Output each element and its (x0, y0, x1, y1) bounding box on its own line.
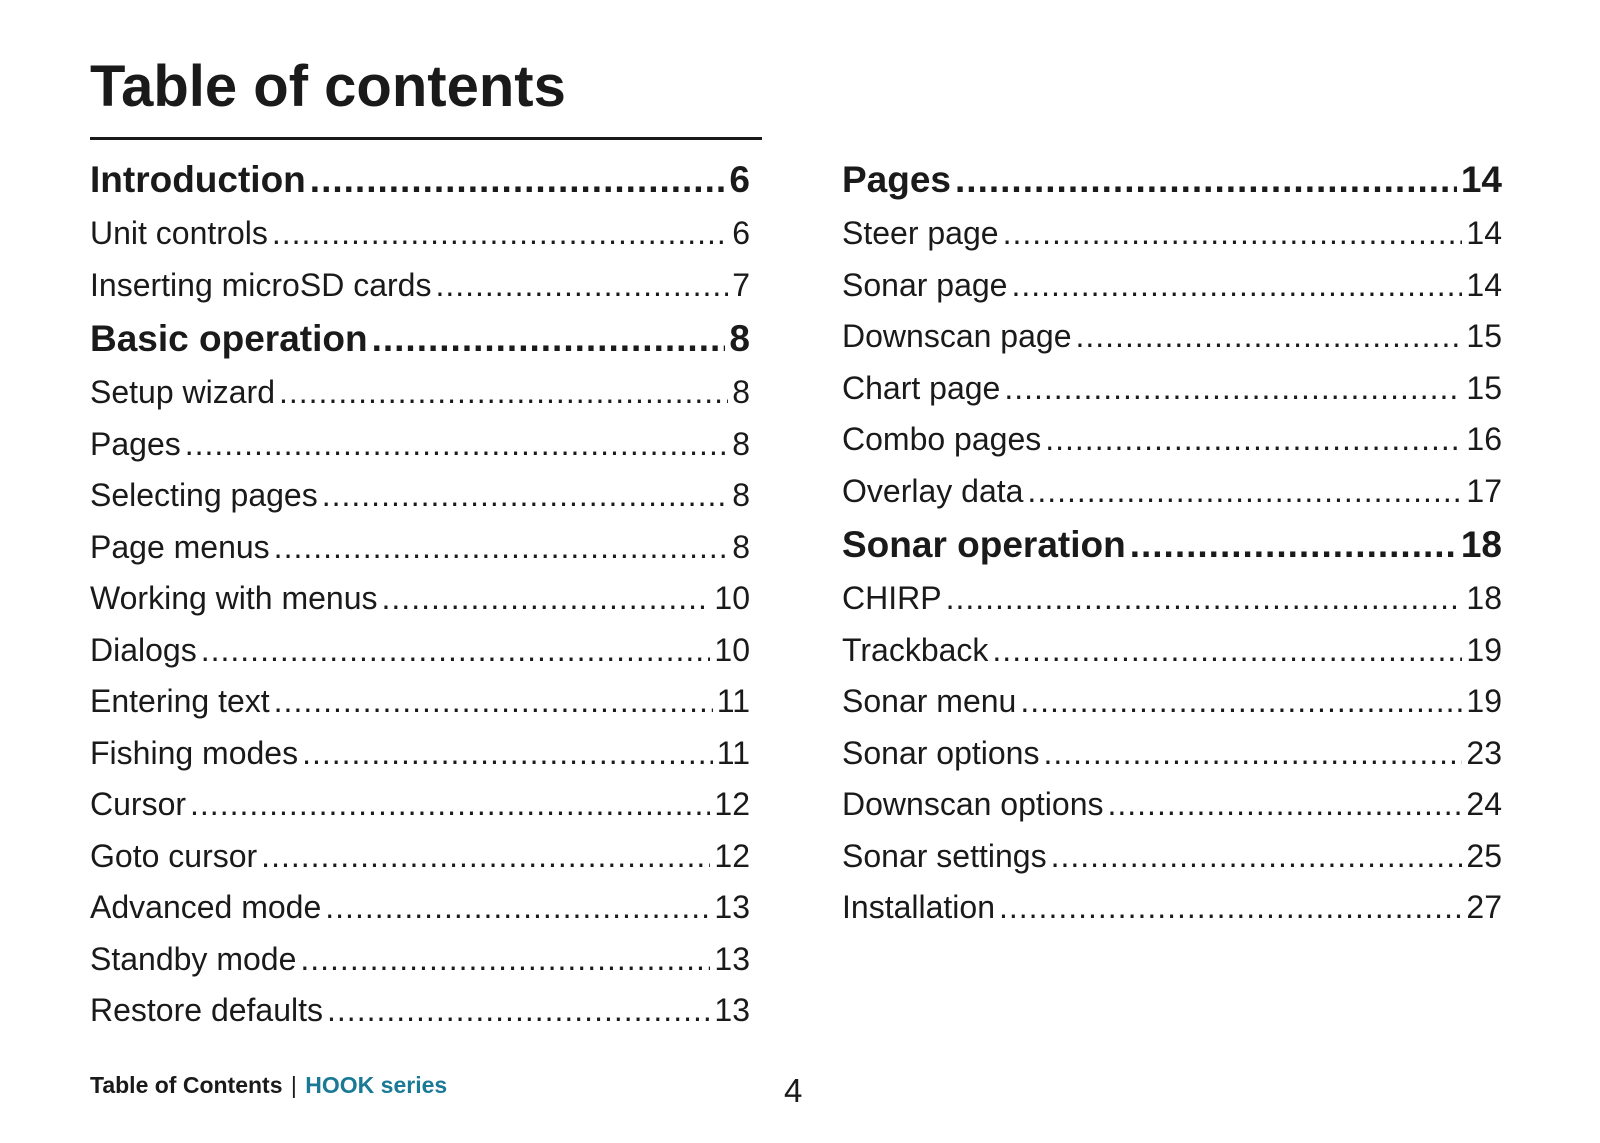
toc-entry-page: 12 (714, 786, 750, 822)
toc-entry-title: Page menus (90, 528, 270, 565)
toc-dot-leader (300, 934, 710, 986)
toc-item-entry[interactable] (842, 779, 1502, 831)
toc-entry-page: 8 (732, 374, 750, 410)
toc-entry-page: 14 (1466, 215, 1502, 251)
toc-item-entry[interactable] (842, 882, 1502, 934)
title-divider (90, 137, 762, 140)
toc-entry-title: Downscan page (842, 318, 1072, 354)
toc-item-entry[interactable] (842, 466, 1502, 518)
toc-entry-page: 8 (732, 477, 750, 513)
toc-entry-title: Setup wizard (90, 374, 275, 410)
toc-dot-leader (1130, 517, 1457, 573)
toc-dot-leader (322, 470, 728, 522)
toc-item-entry[interactable] (90, 882, 750, 934)
toc-entry-title: Downscan options (842, 786, 1104, 822)
toc-entry-page: 15 (1466, 369, 1502, 406)
toc-entry-page: 8 (732, 528, 750, 565)
toc-entry-title: Standby mode (90, 940, 297, 977)
toc-entry-title: Sonar menu (842, 683, 1017, 719)
toc-item-entry[interactable] (842, 676, 1502, 728)
toc-entry-page: 25 (1466, 837, 1502, 874)
toc-entry-page: 23 (1466, 734, 1502, 771)
toc-entry-page: 19 (1466, 631, 1502, 668)
toc-dot-leader (279, 367, 728, 419)
toc-dot-leader (999, 882, 1462, 934)
toc-entry-page: 13 (714, 992, 750, 1028)
toc-item-entry[interactable] (90, 522, 750, 574)
toc-dot-leader (955, 152, 1457, 208)
toc-dot-leader (327, 985, 710, 1037)
toc-item-entry[interactable] (842, 573, 1502, 625)
toc-entry-page: 7 (732, 266, 750, 303)
toc-entry-title: Installation (842, 889, 995, 925)
toc-entry-title: Sonar operation (842, 524, 1126, 565)
toc-entry-title: Goto cursor (90, 837, 258, 874)
toc-entry-title: Combo pages (842, 421, 1042, 457)
toc-item-entry[interactable] (90, 367, 750, 419)
toc-entry-title: Basic operation (90, 318, 368, 359)
toc-entry-page: 15 (1466, 318, 1502, 354)
toc-dot-leader (1011, 260, 1462, 312)
toc-dot-leader (1043, 728, 1462, 780)
toc-dot-leader (992, 625, 1462, 677)
toc-entry-page: 11 (716, 734, 750, 771)
toc-entry-page: 19 (1466, 683, 1502, 719)
toc-item-entry[interactable] (842, 208, 1502, 260)
toc-item-entry[interactable] (90, 470, 750, 522)
toc-dot-leader (201, 625, 711, 677)
toc-entry-title: Pages (90, 425, 181, 462)
toc-entry-title: Advanced mode (90, 889, 322, 925)
toc-entry-page: 14 (1460, 159, 1502, 200)
toc-item-entry[interactable] (90, 934, 750, 986)
toc-entry-page: 18 (1460, 524, 1502, 565)
toc-entry-title: Selecting pages (90, 477, 318, 513)
toc-item-entry[interactable] (90, 985, 750, 1037)
toc-item-entry[interactable] (90, 625, 750, 677)
toc-dot-leader (946, 573, 1463, 625)
toc-dot-leader (1045, 414, 1462, 466)
toc-dot-leader (272, 208, 728, 260)
toc-entry-title: Sonar options (842, 734, 1040, 771)
toc-entry-title: Restore defaults (90, 992, 324, 1028)
toc-entry-page: 8 (729, 318, 750, 359)
toc-entry-title: Steer page (842, 215, 999, 251)
toc-dot-leader (274, 676, 713, 728)
toc-item-entry[interactable] (90, 728, 750, 780)
toc-item-entry[interactable] (90, 208, 750, 260)
toc-item-entry[interactable] (842, 625, 1502, 677)
toc-dot-leader (1003, 208, 1463, 260)
toc-item-entry[interactable] (90, 573, 750, 625)
toc-entry-page: 13 (714, 889, 750, 925)
footer-doc-label: Table of Contents (90, 1072, 283, 1098)
toc-entry-title: CHIRP (842, 580, 942, 616)
toc-entry-page: 14 (1466, 266, 1502, 303)
toc-dot-leader (1051, 831, 1463, 883)
toc-entry-page: 13 (714, 940, 750, 977)
toc-entry-title: Entering text (90, 683, 270, 719)
toc-item-entry[interactable] (90, 419, 750, 471)
toc-entry-page: 10 (714, 631, 750, 668)
toc-dot-leader (382, 573, 711, 625)
toc-dot-leader (1075, 311, 1462, 363)
toc-item-entry[interactable] (90, 831, 750, 883)
toc-left-column (90, 152, 750, 1037)
toc-entry-title: Unit controls (90, 215, 268, 251)
toc-entry-title: Working with menus (90, 580, 378, 616)
footer-label (90, 1072, 447, 1099)
toc-entry-page: 8 (732, 425, 750, 462)
toc-dot-leader (435, 260, 728, 312)
toc-item-entry[interactable] (842, 311, 1502, 363)
toc-item-entry[interactable] (842, 363, 1502, 415)
toc-entry-page: 27 (1466, 889, 1502, 925)
toc-entry-page: 24 (1466, 786, 1502, 822)
toc-section-entry[interactable] (842, 152, 1502, 208)
toc-entry-page: 11 (716, 683, 750, 719)
toc-item-entry[interactable] (842, 831, 1502, 883)
toc-entry-page: 17 (1466, 472, 1502, 509)
footer-separator: | (290, 1072, 297, 1098)
toc-dot-leader (185, 419, 728, 471)
toc-entry-page: 6 (732, 215, 750, 251)
toc-item-entry[interactable] (90, 260, 750, 312)
toc-dot-leader (372, 311, 726, 367)
toc-section-entry[interactable] (90, 311, 750, 367)
toc-section-entry[interactable] (90, 152, 750, 208)
toc-item-entry[interactable] (90, 676, 750, 728)
footer-series-name: HOOK series (305, 1072, 448, 1098)
toc-right-column (842, 152, 1502, 934)
page-title: Table of contents (90, 54, 566, 119)
toc-entry-title: Cursor (90, 786, 187, 822)
toc-entry-title: Pages (842, 159, 952, 200)
toc-entry-title: Dialogs (90, 631, 197, 668)
toc-item-entry[interactable] (842, 728, 1502, 780)
toc-entry-title: Sonar page (842, 266, 1008, 303)
page-number: 4 (784, 1072, 803, 1109)
toc-entry-title: Sonar settings (842, 837, 1047, 874)
toc-entry-page: 10 (714, 580, 750, 616)
toc-entry-title: Introduction (90, 159, 306, 200)
toc-item-entry[interactable] (842, 260, 1502, 312)
toc-item-entry[interactable] (842, 414, 1502, 466)
toc-entry-title: Chart page (842, 369, 1001, 406)
toc-dot-leader (310, 152, 726, 208)
toc-entry-title: Overlay data (842, 472, 1024, 509)
toc-dot-leader (1020, 676, 1462, 728)
toc-dot-leader (1027, 466, 1462, 518)
toc-section-entry[interactable] (842, 517, 1502, 573)
toc-entry-page: 6 (729, 159, 750, 200)
toc-dot-leader (302, 728, 713, 780)
toc-dot-leader (1004, 363, 1462, 415)
toc-entry-title: Inserting microSD cards (90, 266, 432, 303)
toc-dot-leader (325, 882, 710, 934)
toc-entry-page: 18 (1466, 580, 1502, 616)
toc-dot-leader (261, 831, 710, 883)
toc-entry-title: Trackback (842, 631, 989, 668)
toc-dot-leader (1107, 779, 1462, 831)
toc-entry-title: Fishing modes (90, 734, 299, 771)
toc-entry-page: 12 (714, 837, 750, 874)
toc-item-entry[interactable] (90, 779, 750, 831)
toc-dot-leader (190, 779, 710, 831)
toc-entry-page: 16 (1466, 421, 1502, 457)
toc-dot-leader (274, 522, 729, 574)
